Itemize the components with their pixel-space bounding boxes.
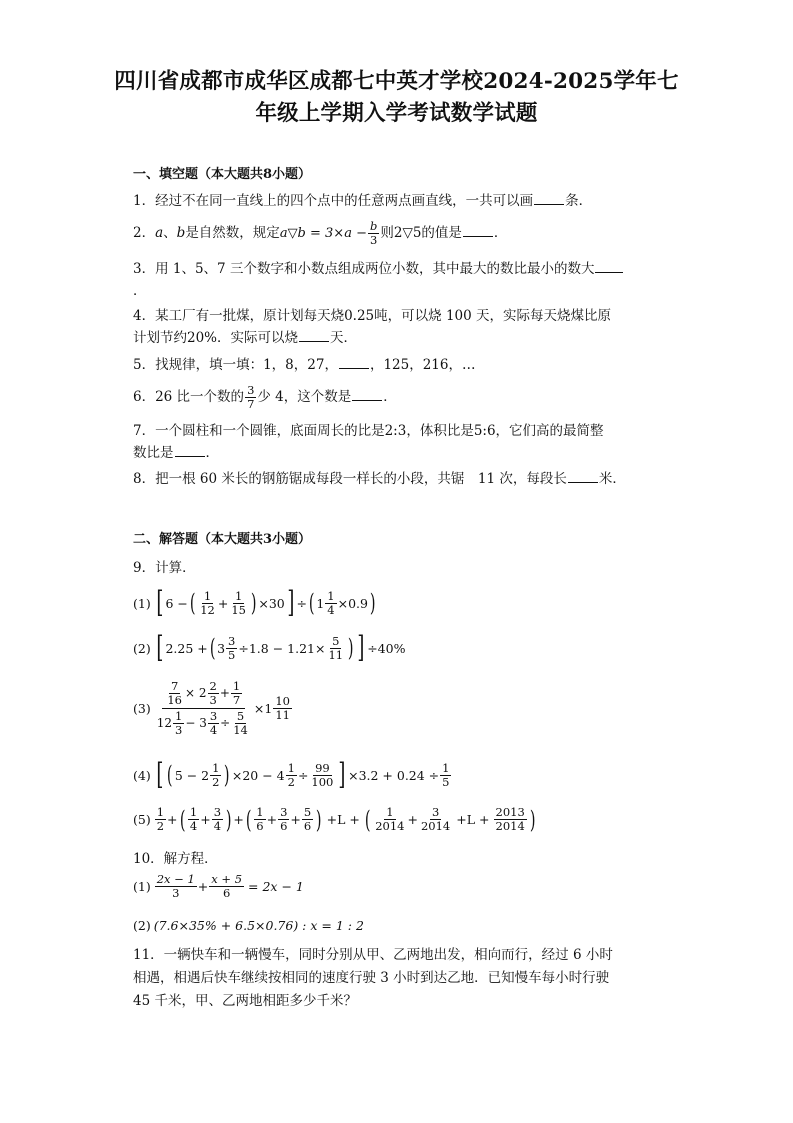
q8-text: 8．把一根 60 米长的钢筋锯成每段一样长的小段，共锯 11 次，每段长	[133, 471, 567, 487]
numerator: 1	[212, 760, 220, 775]
question-5	[133, 354, 678, 376]
fraction	[210, 762, 221, 789]
calc-label: (3)	[133, 701, 151, 716]
bracket-open: [	[156, 757, 164, 792]
fraction	[286, 762, 297, 789]
fraction	[231, 680, 242, 707]
q2-expression: a▽b = 3×a −	[279, 226, 367, 241]
numerator: 1	[175, 709, 183, 723]
bracket-close: ]	[357, 630, 365, 665]
answer-blank	[463, 223, 493, 237]
paren-close: )	[369, 589, 376, 617]
fraction	[419, 806, 452, 833]
numerator: 1	[256, 805, 264, 819]
paren-close: )	[250, 589, 257, 617]
fraction	[173, 710, 184, 737]
question-7	[133, 420, 678, 464]
bracket-close: ]	[338, 757, 346, 792]
whole-number: 3	[217, 640, 226, 656]
q2-number: 2．	[133, 225, 156, 241]
equation-label: (2)	[133, 918, 151, 933]
fraction	[212, 806, 223, 833]
calc-term: 5 − 2	[174, 767, 210, 783]
fraction	[208, 710, 219, 737]
q4-tail: 天．	[330, 330, 358, 346]
q7-line-1: 7．一个圆柱和一个圆锥，底面周长的比是2:3，体积比是5:6，它们高的最简整	[133, 423, 604, 439]
operator: +	[290, 812, 301, 827]
fraction	[188, 806, 199, 833]
denominator: 6	[256, 819, 264, 833]
denominator: 15	[231, 602, 246, 617]
operator: ÷	[296, 595, 307, 611]
operator: +	[167, 812, 178, 827]
fraction	[494, 806, 527, 833]
q5-text: 5．找规律，填一填：1，8，27，	[133, 357, 338, 373]
denominator: 4	[189, 819, 198, 833]
calc-term: ×30	[258, 595, 285, 611]
equation-label: (1)	[133, 879, 151, 894]
paren-open: (	[209, 634, 216, 662]
q7-line-2: 数比是	[133, 445, 174, 461]
denominator: 7	[247, 397, 255, 411]
calc-label: (1)	[133, 595, 151, 611]
answer-blank	[534, 191, 564, 205]
numerator: 1	[189, 805, 198, 819]
denominator: 6	[222, 886, 231, 900]
fraction	[309, 762, 335, 789]
numerator: 2x − 1	[156, 872, 195, 886]
calc-label: (2)	[133, 640, 151, 656]
fraction	[165, 680, 184, 707]
operator: +	[217, 595, 229, 611]
denominator: 3	[175, 723, 183, 737]
fraction	[440, 762, 451, 789]
denominator: 16	[167, 693, 182, 707]
denominator: 7	[232, 693, 241, 707]
compound-denominator	[155, 709, 253, 737]
q2-sep: 、	[163, 225, 177, 241]
answer-blank	[175, 443, 205, 457]
paren-close: )	[224, 761, 230, 789]
whole-number: 1	[316, 595, 325, 611]
numerator: 1	[156, 805, 165, 819]
numerator: 2013	[495, 805, 525, 819]
denominator: 5	[228, 647, 236, 662]
numerator: 3	[228, 633, 236, 648]
fraction	[278, 806, 289, 833]
compound-fraction	[155, 680, 253, 737]
denominator: 6	[280, 819, 288, 833]
q4-line-2: 计划节约20%．实际可以烧	[133, 330, 299, 346]
calc-term: +L +	[456, 812, 490, 827]
fraction	[155, 873, 197, 900]
paren-close: )	[529, 805, 536, 834]
fraction	[302, 806, 313, 833]
denominator: 2014	[375, 819, 405, 833]
denominator: 12	[200, 602, 215, 617]
numerator: 1	[327, 588, 335, 603]
operator: +	[266, 812, 278, 827]
answer-blank	[339, 355, 369, 369]
q2-post: 则2▽5的值是	[380, 225, 462, 241]
denominator: 5	[442, 774, 450, 789]
denominator: 11	[275, 708, 290, 722]
section-heading-fill-in: 一、填空题（本大题共8小题）	[133, 167, 312, 182]
denominator: 14	[233, 723, 248, 737]
calc-term: × 2	[185, 686, 207, 700]
fraction	[373, 806, 406, 833]
denominator: 2	[156, 819, 165, 833]
answer-blank	[299, 328, 329, 342]
calc-term: ×20 − 4	[231, 767, 285, 783]
answer-blank	[352, 387, 382, 401]
calc-label: (4)	[133, 767, 151, 783]
numerator: 3	[213, 805, 222, 819]
numerator: 99	[315, 760, 330, 775]
q1-tail: 条．	[565, 193, 593, 209]
q2-var-b: b	[176, 225, 186, 241]
q4-line-1: 4．某工厂有一批煤，原计划每天烧0.25吨，可以烧 100 天，实际每天烧煤比原	[133, 308, 611, 324]
calc-term: ÷1.8 − 1.21×	[238, 640, 326, 656]
fraction	[209, 873, 244, 900]
denominator: 4	[209, 723, 218, 737]
q8-tail: 米．	[598, 471, 626, 487]
numerator: 3	[280, 805, 288, 819]
calc-term: ×1	[253, 701, 273, 716]
calc-term: ÷40%	[367, 640, 406, 656]
fraction	[229, 590, 248, 617]
calc-term: 6 −	[165, 595, 188, 611]
paren-close: )	[347, 634, 354, 662]
operator: +	[200, 812, 211, 827]
question-6	[133, 384, 678, 411]
denominator: 2	[287, 774, 295, 789]
q6-tail: ．	[383, 389, 397, 405]
denominator: 3	[370, 233, 378, 247]
numerator: x + 5	[211, 872, 243, 886]
fraction	[273, 695, 292, 722]
question-3	[133, 258, 678, 302]
calc-term: − 3	[185, 716, 207, 730]
q1-text: 1．经过不在同一直线上的四个点中的任意两点画直线，一共可以画	[133, 193, 534, 209]
numerator: 3	[247, 383, 255, 397]
bracket-open: [	[156, 630, 164, 665]
numerator: 5	[303, 805, 312, 819]
question-9: 9．计算．	[133, 560, 196, 576]
paren-open: (	[245, 805, 252, 834]
equation-2	[133, 918, 364, 933]
equation-body: (7.6×35% + 6.5×0.76) : x = 1 : 2	[153, 918, 364, 933]
question-11	[133, 944, 678, 1013]
denominator: 100	[311, 774, 334, 789]
equation-1	[133, 873, 304, 900]
numerator: 1	[203, 588, 212, 603]
denominator: 2	[212, 774, 220, 789]
question-10: 10．解方程．	[133, 851, 218, 867]
fraction	[325, 590, 336, 617]
numerator: 3	[431, 805, 440, 819]
fraction	[155, 806, 166, 833]
denominator: 3	[172, 886, 180, 900]
paren-open: (	[189, 589, 196, 617]
bracket-open: [	[156, 585, 164, 620]
operator: +	[407, 812, 418, 827]
calc-term: +L +	[326, 812, 360, 827]
q2-fraction	[368, 220, 379, 247]
q3-tail: ．	[133, 283, 147, 299]
calc-term: ×3.2 + 0.24 ÷	[348, 767, 440, 783]
operator: +	[233, 812, 244, 827]
q5-post: ，125，216，…	[369, 357, 476, 373]
numerator: b	[369, 219, 378, 233]
denominator: 3	[209, 693, 217, 707]
paren-close: )	[225, 805, 232, 834]
numerator: 2	[209, 679, 217, 693]
denominator: 4	[327, 602, 335, 617]
operator: ÷	[297, 767, 309, 783]
operator: +	[197, 879, 209, 894]
calc-5	[133, 806, 537, 833]
numerator: 1	[232, 679, 241, 693]
numerator: 5	[332, 633, 340, 648]
numerator: 3	[209, 709, 218, 723]
paren-open: (	[364, 805, 371, 834]
q11-line-3: 45 千米，甲、乙两地相距多少千米？	[133, 993, 357, 1009]
compound-numerator	[162, 680, 245, 709]
paren-close: )	[316, 805, 322, 834]
denominator: 2014	[420, 819, 451, 833]
q11-line-2: 相遇，相遇后快车继续按相同的速度行驶 3 小时到达乙地．已知慢车每小时行驶	[133, 970, 610, 986]
paren-open: (	[308, 589, 315, 617]
exam-title	[80, 66, 713, 130]
numerator: 10	[275, 694, 290, 708]
denominator: 4	[213, 819, 222, 833]
question-8	[133, 468, 678, 490]
q2-tail: ．	[493, 225, 508, 241]
fraction	[254, 806, 265, 833]
q3-text: 3．用 1、5、7 三个数字和小数点组成两位小数，其中最大的数比最小的数大	[133, 261, 595, 277]
fraction	[231, 710, 250, 737]
calc-2	[133, 630, 406, 665]
operator: +	[219, 686, 230, 700]
q2-var-a: a	[155, 225, 164, 241]
question-2	[133, 220, 678, 247]
equation-rhs: = 2x − 1	[248, 879, 304, 894]
numerator: 1	[386, 805, 394, 819]
numerator: 5	[236, 709, 245, 723]
question-4	[133, 305, 678, 349]
calc-label: (5)	[133, 812, 151, 827]
denominator: 11	[328, 647, 344, 662]
numerator: 7	[171, 679, 179, 693]
calc-3	[133, 680, 293, 737]
q6-text: 6．26 比一个数的	[133, 389, 245, 405]
q6-post: 少 4，这个数是	[257, 389, 352, 405]
numerator: 1	[442, 760, 450, 775]
title-line-1: 四川省成都市成华区成都七中英才学校2024-2025学年七	[114, 69, 679, 94]
q11-line-1: 11．一辆快车和一辆慢车，同时分别从甲、乙两地出发，相向而行，经过 6 小时	[133, 947, 613, 963]
numerator: 1	[287, 760, 295, 775]
title-line-2: 年级上学期入学考试数学试题	[255, 101, 538, 126]
calc-term: ×0.9	[337, 595, 368, 611]
denominator: 2014	[495, 819, 525, 833]
operator: ÷	[220, 716, 231, 730]
bracket-close: ]	[287, 585, 295, 620]
answer-blank	[595, 259, 623, 273]
whole-number: 12	[156, 716, 172, 730]
q7-tail: ．	[205, 445, 219, 461]
q6-fraction	[245, 384, 256, 411]
denominator: 6	[303, 819, 312, 833]
answer-blank	[568, 469, 598, 483]
calc-term: 2.25 +	[165, 640, 208, 656]
paren-open: (	[179, 805, 186, 834]
section-heading-solve: 二、解答题（本大题共3小题）	[133, 532, 312, 547]
numerator: 1	[235, 588, 243, 603]
fraction	[226, 635, 237, 662]
question-1	[133, 190, 678, 212]
paren-open: (	[167, 761, 173, 789]
fraction	[326, 635, 345, 662]
fraction	[198, 590, 217, 617]
calc-4	[133, 757, 452, 792]
fraction	[208, 680, 219, 707]
calc-1	[133, 585, 377, 620]
q2-text: 是自然数，规定	[185, 225, 280, 241]
